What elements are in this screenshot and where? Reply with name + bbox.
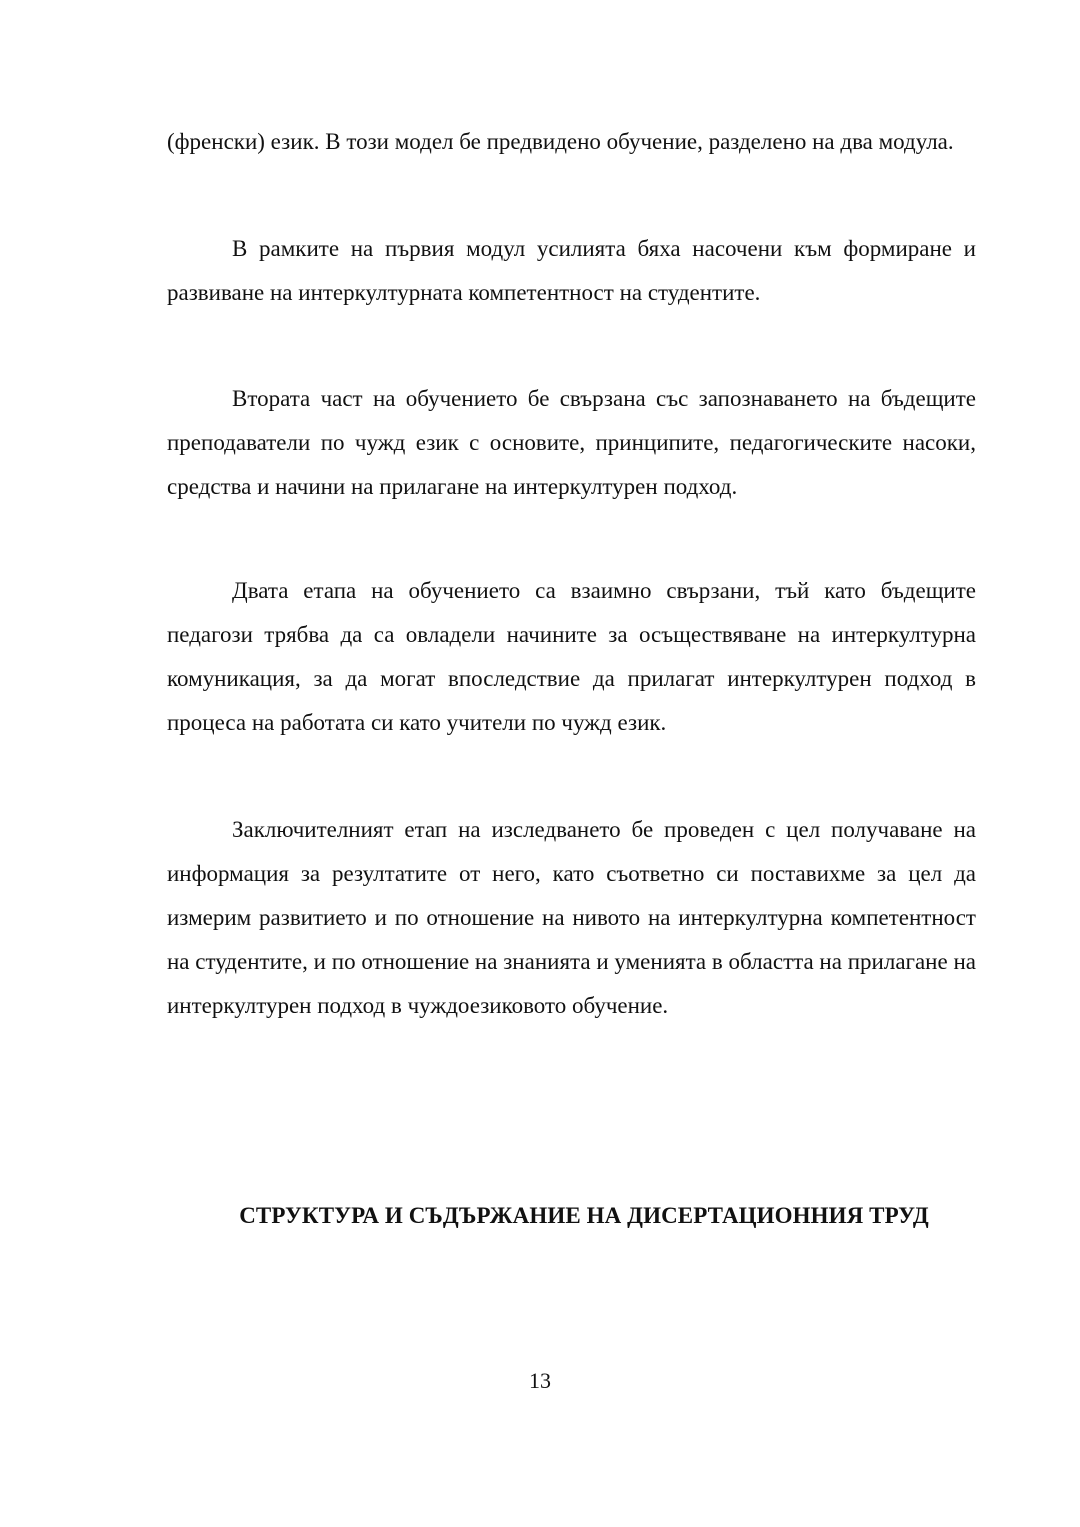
paragraph-second-part: Втората част на обучението бе свързана със запознаването на бъдещите преподаватели по чужд език с основите, принципите, педагогическите насоки, средства и начини на прилагане на интеркултурен подход.: [167, 386, 976, 499]
page-number: 13: [529, 1368, 551, 1393]
paragraph-final-stage: Заключителният етап на изследването бе проведен с цел получаване на информация за резултатите от него, като съответно си поставихме за цел да измерим развитието и по отношение на нивото на интеркултурна компетентност на студентите, и по отношение на знанията и уменията в областта на прилагане на интеркултурен подход в чуждоезиковото обучение.: [167, 817, 976, 1018]
paragraph-continuation: (френски) език. В този модел бе предвидено обучение, разделено на два модула.: [167, 129, 954, 154]
section-heading: СТРУКТУРА И СЪДЪРЖАНИЕ НА ДИСЕРТАЦИОННИЯ ТРУД: [239, 1203, 929, 1228]
paragraph-two-stages: Двата етапа на обучението са взаимно свързани, тъй като бъдещите педагози трябва да са овладели начините за осъществяване на интеркултурна комуникация, за да могат впоследствие да прилагат интеркултурен подход в процеса на работата си като учители по чужд език.: [167, 578, 976, 735]
paragraph-first-module: В рамките на първия модул усилията бяха насочени към формиране и развиване на интеркултурната компетентност на студентите.: [167, 236, 976, 305]
